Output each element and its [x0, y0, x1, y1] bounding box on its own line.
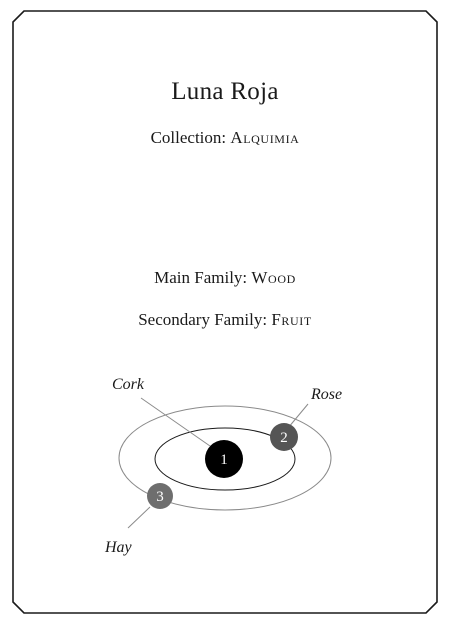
note-1-name: Cork: [112, 376, 144, 393]
note-1-leader-line: [141, 398, 210, 446]
secondary-family-label: Secondary Family:: [138, 310, 268, 329]
main-family-value: Wood: [251, 268, 296, 287]
note-1-marker: [205, 440, 243, 478]
note-2-number: 2: [280, 430, 288, 446]
note-1-number: 1: [220, 452, 228, 468]
note-2-name: Rose: [311, 386, 343, 403]
collection-label: Collection:: [150, 128, 227, 147]
note-3-number: 3: [156, 489, 164, 505]
note-3-name: Hay: [105, 539, 132, 556]
note-2-marker: [270, 423, 298, 451]
note-3-marker: [147, 483, 173, 509]
note-3-leader-line: [128, 507, 150, 528]
perfume-title: Luna Roja: [171, 78, 279, 105]
main-family-label: Main Family:: [154, 268, 248, 287]
collection-value: Alquimia: [230, 128, 300, 147]
secondary-family-value: Fruit: [271, 310, 312, 329]
